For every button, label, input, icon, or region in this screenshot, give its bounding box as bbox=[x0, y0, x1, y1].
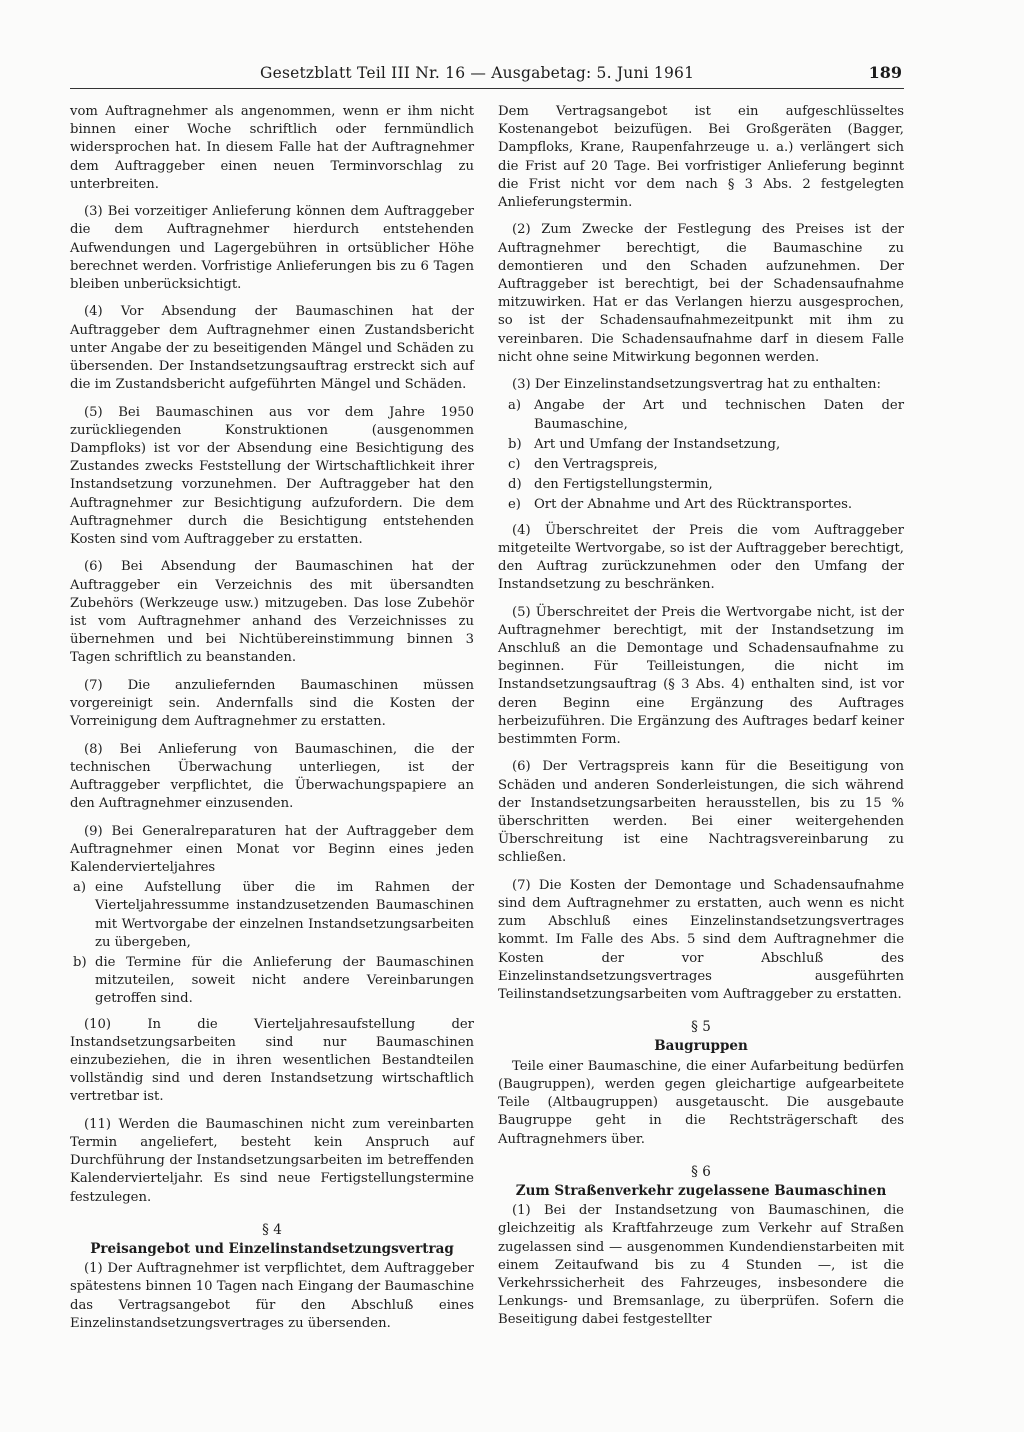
list-item bbox=[498, 496, 904, 514]
list-item bbox=[498, 397, 904, 433]
paragraph-5: (5) Überschreitet der Preis die Wertvorgabe nicht, ist der Auftragnehmer berechtigt, mit der Instandsetzung im Anschluß an die Demontage und Schadensaufnahme zu beginnen. Für Teilleistungen, die nicht im Instandsetzungsauftrag (§ 3 Abs. 4) enthalten sind, ist vor deren Beginn eine Ergänzung des Auftrages herbeizuführen. Die Ergänzung des Auftrages bedarf keiner bestimmten Form. bbox=[498, 604, 904, 748]
paragraph-3-list bbox=[498, 397, 904, 514]
list-item-label: b) bbox=[73, 955, 87, 971]
list-item-text: die Termine für die Anlieferung der Baumaschinen mitzuteilen, soweit nicht andere Vereinbarungen getroffen sind. bbox=[95, 955, 474, 1007]
list-item-label: c) bbox=[508, 457, 521, 473]
paragraph-4: (4) Vor Absendung der Baumaschinen hat der Auftraggeber dem Auftragnehmer einen Zustandsbericht unter Angabe der zu beseitigenden Mängel und Schäden zu übersenden. Der Instandsetzungsauftrag erstreckt sich auf die im Zustandsbericht aufgeführten Mängel und Schäden. bbox=[70, 304, 474, 393]
list-item-label: a) bbox=[73, 880, 87, 896]
paragraph-3: (3) Der Einzelinstandsetzungsvertrag hat zu enthalten: bbox=[512, 377, 881, 393]
section-4-title: Preisangebot und Einzelinstandsetzungsvertrag bbox=[90, 1241, 454, 1258]
section-4-number: § 4 bbox=[262, 1221, 282, 1238]
list-item bbox=[498, 456, 904, 474]
list-item-text: den Vertragspreis, bbox=[534, 457, 658, 473]
paragraph-11: (11) Werden die Baumaschinen nicht zum vereinbarten Termin angeliefert, besteht kein Anspruch auf Durchführung der Instandsetzungsarbeiten im betreffenden Kalendervierteljahr. Es sind neue Fertigstellungstermine festzulegen. bbox=[70, 1116, 474, 1205]
right-column bbox=[498, 103, 904, 1339]
list-item-text: Angabe der Art und technischen Daten der Baumaschine, bbox=[534, 398, 904, 432]
section-6-paragraph-1: (1) Bei der Instandsetzung von Baumaschinen, die gleichzeitig als Kraftfahrzeuge zum Verkehr auf Straßen zugelassen sind — ausgenommen Kundendienstarbeiten mit einem Zeitaufwand bis zu 4 Stunden —, ist die Verkehrssicherheit des Fahrzeuges, insbesondere die Lenkungs- und Bremsanlage, zu überprüfen. Sofern die Beseitigung dabei festgestellter bbox=[498, 1203, 904, 1328]
paragraph-6: (6) Der Vertragspreis kann für die Beseitigung von Schäden und anderen Sonderleistungen, die sich während der Instandsetzungsarbeiten herausstellen, bis zu 15 % überschritten werden. Bei einer weitergehenden Überschreitung ist eine Nachtragsvereinbarung zu schließen. bbox=[498, 759, 904, 866]
paragraph-9: (9) Bei Generalreparaturen hat der Auftraggeber dem Auftragnehmer einen Monat vor Beginn eines jeden Kalendervierteljahres bbox=[70, 823, 474, 876]
list-item-label: b) bbox=[508, 436, 522, 452]
page-number: 189 bbox=[868, 63, 902, 82]
section-6-title: Zum Straßenverkehr zugelassene Baumaschinen bbox=[515, 1182, 887, 1199]
list-item bbox=[498, 436, 904, 454]
paragraph-6: (6) Bei Absendung der Baumaschinen hat der Auftraggeber ein Verzeichnis des mit übersandten Zubehörs (Werkzeuge usw.) mitzugeben. Das lose Zubehör ist vom Auftragnehmer anhand des Verzeichnisses zu übernehmen und bei Nichtübereinstimmung binnen 3 Tagen schriftlich zu beanstanden. bbox=[70, 559, 474, 666]
paragraph-continued: vom Auftragnehmer als angenommen, wenn er ihm nicht binnen einer Woche schriftlich oder fernmündlich widersprochen hat. In diesem Falle hat der Auftragnehmer dem Auftraggeber einen neuen Terminvorschlag zu unterbreiten. bbox=[70, 104, 474, 192]
list-item-text: eine Aufstellung über die im Rahmen der Vierteljahressumme instandzusetzenden Baumaschinen mit Wertvorgabe der einzelnen Instandsetzungsarbeiten zu übergeben, bbox=[95, 880, 474, 950]
paragraph-8: (8) Bei Anlieferung von Baumaschinen, die der technischen Überwachung unterliegen, ist der Auftraggeber verpflichtet, die Überwachungspapiere an den Auftragnehmer einzusenden. bbox=[70, 741, 474, 812]
paragraph-continued: Dem Vertragsangebot ist ein aufgeschlüsseltes Kostenangebot beizufügen. Bei Großgeräten (Bagger, Dampfloks, Krane, Raupenfahrzeuge u. a.) verlängert sich die Frist auf 20 Tage. Bei vorfristiger Anlieferung beginnt die Frist nicht vor dem nach § 3 Abs. 2 festgelegten Anlieferungstermin. bbox=[498, 104, 904, 211]
page-header bbox=[70, 62, 904, 89]
paragraph-7: (7) Die Kosten der Demontage und Schadensaufnahme sind dem Auftragnehmer zu erstatten, auch wenn es nicht zum Abschluß eines Einzelinstandsetzungsvertrages kommt. Im Falle des Abs. 5 sind dem Auftragnehmer die Kosten der vor Abschluß des Einzelinstandsetzungsvertrages ausgeführten Teilinstandsetzungsarbeiten vom Auftraggeber zu erstatten. bbox=[498, 877, 904, 1003]
paragraph-3: (3) Bei vorzeitiger Anlieferung können dem Auftraggeber die dem Auftragnehmer hierdurch entstehenden Aufwendungen und Lagergebühren in ortsüblicher Höhe berechnet werden. Vorfristige Anlieferungen bis zu 6 Tagen bleiben unberücksichtigt. bbox=[70, 204, 474, 293]
section-5-number: § 5 bbox=[691, 1019, 711, 1036]
section-5-title: Baugruppen bbox=[654, 1038, 748, 1055]
list-item bbox=[498, 476, 904, 494]
paragraph-9-list bbox=[70, 879, 474, 1008]
left-column bbox=[70, 103, 474, 1342]
list-item-label: d) bbox=[508, 477, 522, 493]
list-item-text: Ort der Abnahme und Art des Rücktransportes. bbox=[534, 497, 853, 513]
paragraph-7: (7) Die anzuliefernden Baumaschinen müssen vorgereinigt sein. Andernfalls sind die Kosten der Vorreinigung dem Auftragnehmer zu erstatten. bbox=[70, 677, 474, 730]
header-title: Gesetzblatt Teil III Nr. 16 — Ausgabetag: 5. Juni 1961 bbox=[260, 64, 695, 82]
paragraph-4: (4) Überschreitet der Preis die vom Auftraggeber mitgeteilte Wertvorgabe, so ist der Auftraggeber berechtigt, den Auftrag zurückzunehmen oder den Umfang der Instandsetzung zu beschränken. bbox=[498, 522, 904, 593]
list-item-text: den Fertigstellungstermin, bbox=[534, 477, 713, 493]
list-item-label: e) bbox=[508, 497, 521, 513]
list-item bbox=[70, 879, 474, 952]
list-item bbox=[70, 954, 474, 1009]
list-item-label: a) bbox=[508, 398, 522, 414]
section-5-paragraph: Teile einer Baumaschine, die einer Aufarbeitung bedürfen (Baugruppen), werden gegen gleichartige aufgearbeitete Teile (Altbaugruppen) ausgetauscht. Die ausgebaute Baugruppe geht in die Rechtsträgerschaft des Auftragnehmers über. bbox=[498, 1058, 904, 1147]
section-4-paragraph-1: (1) Der Auftragnehmer ist verpflichtet, dem Auftraggeber spätestens binnen 10 Tagen nach Eingang der Baumaschine das Vertragsangebot für den Abschluß eines Einzelinstandsetzungsvertrages zu übersenden. bbox=[70, 1261, 474, 1331]
paragraph-2: (2) Zum Zwecke der Festlegung des Preises ist der Auftragnehmer berechtigt, die Baumaschine zu demontieren und den Schaden aufzunehmen. Der Auftraggeber ist berechtigt, bei der Schadensaufnahme mitzuwirken. Hat er das Verlangen hierzu ausgesprochen, so ist der Schadensaufnahmezeitpunkt mit ihm zu vereinbaren. Die Schadensaufnahme darf in diesem Falle nicht ohne seine Mitwirkung begonnen werden. bbox=[498, 222, 904, 365]
section-6-number: § 6 bbox=[691, 1163, 711, 1180]
list-item-text: Art und Umfang der Instandsetzung, bbox=[534, 436, 781, 452]
paragraph-5: (5) Bei Baumaschinen aus vor dem Jahre 1950 zurückliegenden Konstruktionen (ausgenommen Dampfloks) ist vor der Absendung eine Besichtigung des Zustandes zwecks Feststellung der Wirtschaftlichkeit ihrer Instandsetzung vorzunehmen. Der Auftraggeber hat den Auftragnehmer zur Besichtigung aufzufordern. Die dem Auftragnehmer durch die Besichtigung entstehenden Kosten sind vom Auftraggeber zu erstatten. bbox=[70, 404, 474, 548]
paragraph-10: (10) In die Vierteljahresaufstellung der Instandsetzungsarbeiten sind nur Baumaschinen einzubeziehen, die in ihren wesentlichen Bestandteilen vollständig sind und deren Instandsetzung wirtschaftlich vertretbar ist. bbox=[70, 1016, 474, 1105]
